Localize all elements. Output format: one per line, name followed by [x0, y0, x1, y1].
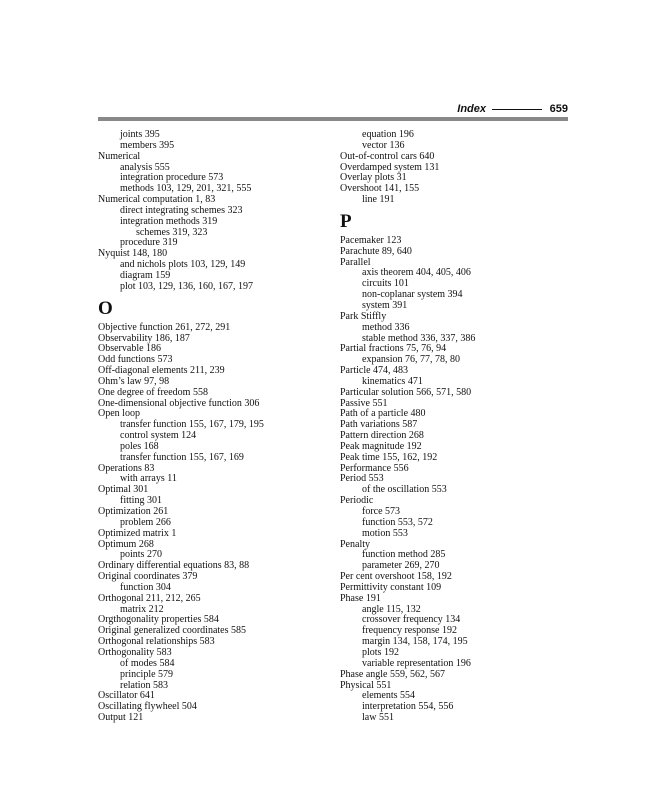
left-entries-top — [98, 130, 338, 293]
index-entry: Per cent overshoot 158, 192 — [340, 571, 452, 583]
index-entry: Parachute 89, 640 — [340, 245, 412, 257]
index-entry: relation 583 — [120, 679, 169, 691]
index-entry: fitting 301 — [120, 495, 162, 507]
index-entry: Peak time 155, 162, 192 — [340, 451, 438, 463]
index-entry: line 191 — [362, 194, 395, 206]
index-entry: function 553, 572 — [362, 516, 433, 528]
index-entry: Particular solution 566, 571, 580 — [340, 386, 472, 398]
index-entry: methods 103, 129, 201, 321, 555 — [120, 183, 252, 195]
index-entry: Oscillating flywheel 504 — [98, 701, 197, 713]
index-entry: Park Stiffly — [340, 310, 387, 322]
index-entry: Physical 551 — [340, 679, 392, 691]
index-entry: Objective function 261, 272, 291 — [98, 321, 231, 333]
index-entry: matrix 212 — [120, 603, 164, 615]
index-entry: Orthogonal 211, 212, 265 — [98, 592, 201, 604]
index-entry: motion 553 — [362, 527, 408, 539]
index-entry: procedure 319 — [120, 237, 178, 249]
index-entry: interpretation 554, 556 — [362, 701, 454, 713]
index-entry: equation 196 — [362, 129, 414, 140]
index-entry: Numerical — [98, 150, 141, 162]
index-entry: Orthogonality 583 — [98, 646, 172, 658]
section-letter-o: O — [98, 297, 113, 319]
index-entry: Observable 186 — [98, 343, 162, 355]
index-entry: Path of a particle 480 — [340, 408, 426, 420]
index-entry: stable method 336, 337, 386 — [362, 332, 476, 344]
index-entry: Odd functions 573 — [98, 354, 173, 366]
index-entry: and nichols plots 103, 129, 149 — [120, 259, 246, 271]
index-entry: margin 134, 158, 174, 195 — [362, 636, 468, 648]
index-entry: Peak magnitude 192 — [340, 440, 422, 452]
index-entry: system 391 — [362, 299, 408, 311]
header-rule — [98, 117, 568, 121]
index-entry: Parallel — [340, 256, 371, 268]
index-entry: plots 192 — [362, 646, 399, 658]
page-number: 659 — [549, 103, 568, 115]
index-entry: Performance 556 — [340, 462, 409, 474]
index-entry: circuits 101 — [362, 278, 409, 290]
index-entry: integration methods 319 — [120, 215, 218, 227]
index-entry: law 551 — [362, 712, 394, 724]
index-entry: Pacemaker 123 — [340, 234, 402, 246]
index-entry: Periodic — [340, 495, 374, 507]
index-entry: Optimization 261 — [98, 506, 169, 517]
index-entry: force 573 — [362, 506, 401, 517]
index-entry: Orthogonal relationships 583 — [98, 636, 215, 648]
left-column — [98, 130, 338, 724]
index-entry: Oscillator 641 — [98, 690, 155, 702]
index-entry: Partial fractions 75, 76, 94 — [340, 343, 447, 355]
right-entries-bottom — [340, 236, 580, 724]
index-entry: function method 285 — [362, 549, 446, 561]
index-entry: One-dimensional objective function 306 — [98, 397, 260, 409]
index-entry: elements 554 — [362, 690, 416, 702]
index-entry: variable representation 196 — [362, 657, 471, 669]
index-entry: Original coordinates 379 — [98, 571, 198, 583]
left-entries-bottom — [98, 323, 338, 724]
index-entry: schemes 319, 323 — [136, 226, 208, 238]
index-entry: vector 136 — [362, 139, 405, 151]
index-entry: angle 115, 132 — [362, 603, 421, 615]
index-entry: frequency response 192 — [362, 625, 457, 637]
index-entry: integration procedure 573 — [120, 172, 224, 184]
index-entry: crossover frequency 134 — [362, 614, 461, 626]
index-entry: Output 121 — [98, 712, 144, 724]
index-entry: Permittivity constant 109 — [340, 581, 442, 593]
index-entry: expansion 76, 77, 78, 80 — [362, 354, 461, 366]
index-entry: Overshoot 141, 155 — [340, 183, 420, 195]
index-entry: axis theorem 404, 405, 406 — [362, 267, 471, 279]
index-entry: members 395 — [120, 139, 175, 151]
index-entry: Off-diagonal elements 211, 239 — [98, 365, 225, 377]
index-entry: function 304 — [120, 581, 171, 593]
index-entry: method 336 — [362, 321, 410, 333]
index-entry: Path variations 587 — [340, 419, 418, 431]
index-entry: Penalty — [340, 538, 370, 550]
index-entry: Original generalized coordinates 585 — [98, 625, 246, 637]
index-entry: points 270 — [120, 549, 162, 561]
index-entry: principle 579 — [120, 668, 174, 680]
index-entry: Phase 191 — [340, 592, 381, 604]
index-entry: transfer function 155, 167, 169 — [120, 451, 244, 463]
index-entry: Nyquist 148, 180 — [98, 248, 168, 260]
section-letter-p: P — [340, 210, 352, 232]
index-entry: analysis 555 — [120, 161, 170, 173]
running-title: Index — [457, 103, 486, 115]
index-entry: Phase angle 559, 562, 567 — [340, 668, 445, 680]
index-entry: problem 266 — [120, 516, 171, 528]
index-entry: Observability 186, 187 — [98, 332, 190, 344]
index-entry: parameter 269, 270 — [362, 560, 440, 572]
right-column — [340, 130, 580, 724]
index-entry: plot 103, 129, 136, 160, 167, 197 — [120, 280, 254, 292]
index-entry: Ordinary differential equations 83, 88 — [98, 560, 250, 572]
index-entry: Orgthogonality properties 584 — [98, 614, 219, 626]
index-entry: of the oscillation 553 — [362, 484, 447, 496]
index-entry: with arrays 11 — [120, 473, 177, 485]
index-entry: direct integrating schemes 323 — [120, 204, 243, 216]
right-entries-top — [340, 130, 580, 206]
index-entry: One degree of freedom 558 — [98, 386, 208, 398]
index-entry: Optimum 268 — [98, 538, 154, 550]
index-entry: Open loop — [98, 408, 140, 420]
index-entry: Overdamped system 131 — [340, 161, 440, 173]
index-entry: of modes 584 — [120, 657, 175, 669]
running-header — [98, 102, 568, 116]
index-entry: Out-of-control cars 640 — [340, 150, 435, 162]
index-entry: transfer function 155, 167, 179, 195 — [120, 419, 264, 431]
index-entry: poles 168 — [120, 440, 159, 452]
index-entry: control system 124 — [120, 430, 197, 442]
index-entry: Ohm’s law 97, 98 — [98, 375, 170, 387]
index-entry: non-coplanar system 394 — [362, 289, 463, 301]
index-entry: Passive 551 — [340, 397, 388, 409]
index-entry: Numerical computation 1, 83 — [98, 194, 216, 206]
index-entry: Optimal 301 — [98, 484, 149, 496]
index-entry: Operations 83 — [98, 462, 155, 474]
index-entry: Overlay plots 31 — [340, 172, 407, 184]
index-entry: Particle 474, 483 — [340, 365, 409, 377]
index-entry: kinematics 471 — [362, 375, 423, 387]
index-entry: diagram 159 — [120, 269, 171, 281]
index-entry: Period 553 — [340, 473, 384, 485]
index-entry: Optimized matrix 1 — [98, 527, 177, 539]
index-entry: Pattern direction 268 — [340, 430, 424, 442]
header-dash — [492, 109, 542, 110]
index-entry: joints 395 — [120, 129, 160, 140]
